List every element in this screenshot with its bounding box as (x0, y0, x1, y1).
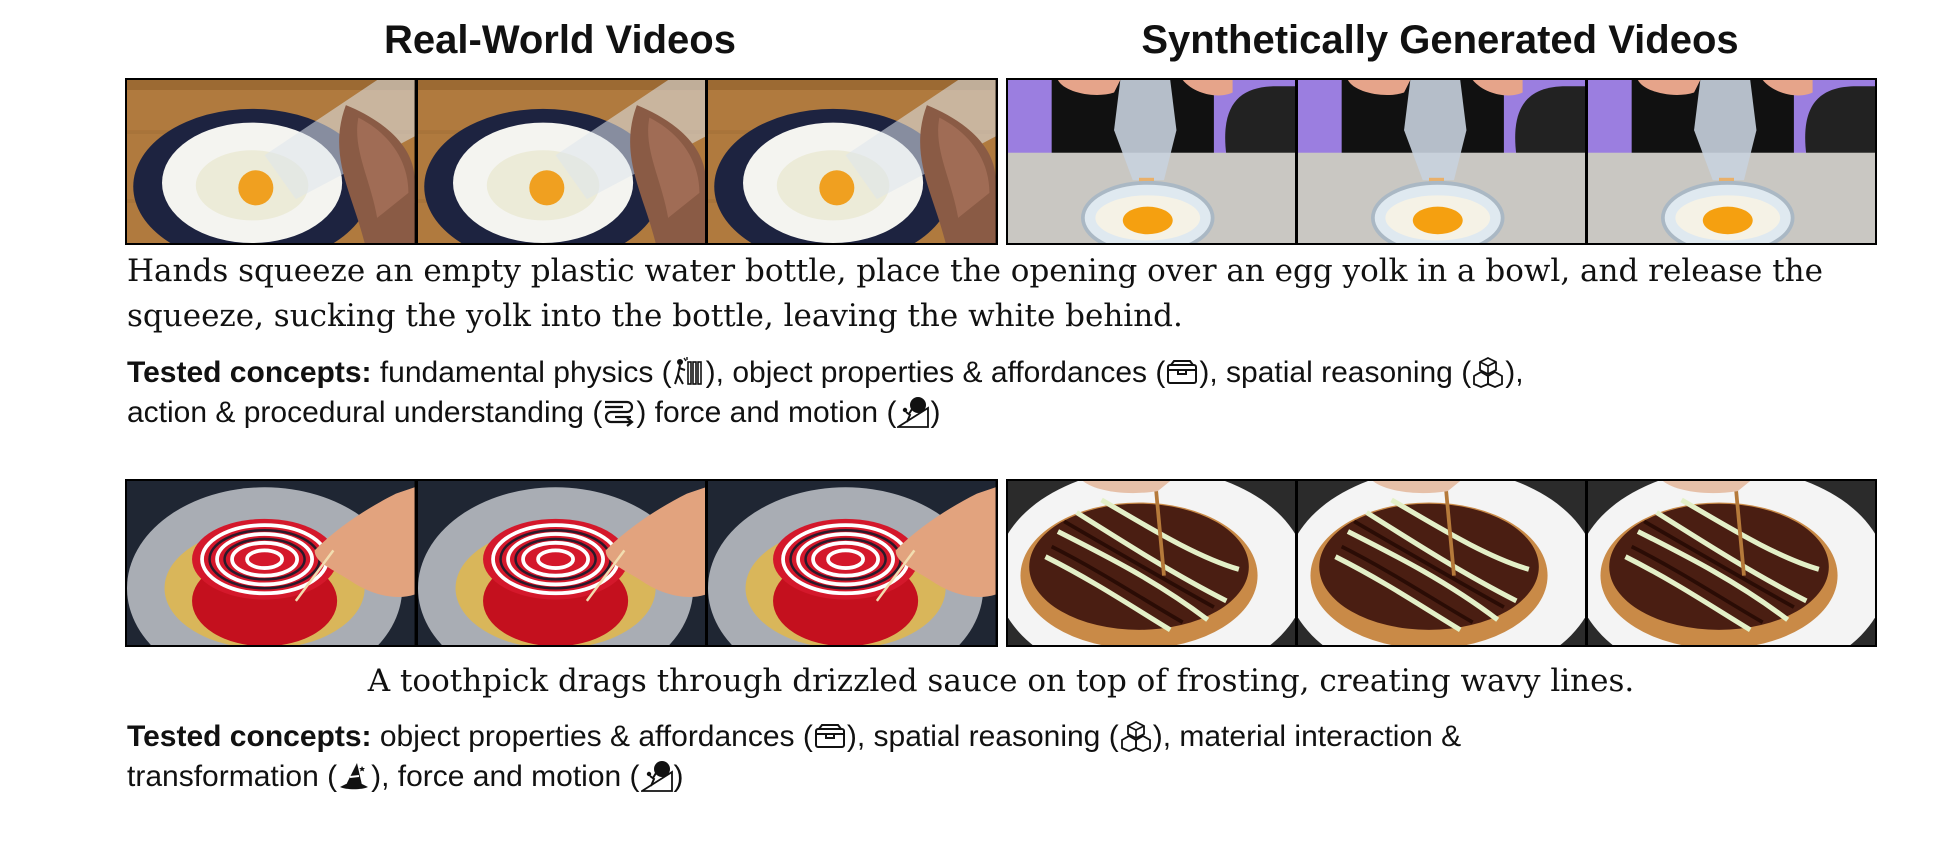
physics-icon (673, 356, 705, 388)
synthetic-egg-frame-2 (1295, 80, 1585, 243)
concept-text: force and motion (654, 396, 879, 429)
synthetic-egg-frame-3 (1585, 80, 1875, 243)
example1-caption: Hands squeeze an empty plastic water bottle, place the opening over an egg yolk in a bowl, and release the squeeze, sucking the yolk into the bottle, leaving the white behind. (127, 253, 1823, 334)
synthetic-egg-frame-1 (1008, 80, 1295, 243)
cubes-icon (1472, 356, 1504, 388)
real-cake-frame-3 (705, 481, 996, 645)
real-egg-frame-3 (705, 80, 996, 243)
example2-synthetic-video-strip (1006, 479, 1877, 647)
concept-text: spatial reasoning (1226, 356, 1453, 389)
concept-text: fundamental physics (379, 356, 654, 389)
example1-synthetic-video-strip (1006, 78, 1877, 245)
procedure-icon (603, 396, 635, 428)
example1-tested-concepts: Tested concepts: fundamental physics ( ), object properties & affordances ( ), spatial reasoning ( ), action & procedural understanding ( ) force and motion ( ) (127, 356, 1524, 429)
real-world-videos-header: Real-World Videos (384, 18, 736, 62)
tested-concepts-label: Tested concepts: (127, 720, 372, 753)
wizard-hat-icon (338, 760, 370, 792)
synthetic-tart-frame-1 (1008, 481, 1295, 645)
concept-text: transformation (127, 760, 319, 793)
concept-text: spatial reasoning (873, 720, 1101, 753)
real-egg-frame-1 (127, 80, 415, 243)
example2-tested-concepts: Tested concepts: object properties & affordances ( ), spatial reasoning ( ), material interaction & transformation ( ), force and motion ( ) (127, 720, 1462, 793)
real-cake-frame-2 (415, 481, 706, 645)
real-cake-frame-1 (127, 481, 415, 645)
cubes-icon (1120, 720, 1152, 752)
concept-text: force and motion (397, 760, 622, 793)
example2-real-video-strip (125, 479, 998, 647)
synthetic-tart-frame-3 (1585, 481, 1875, 645)
example1-real-video-strip (125, 78, 998, 245)
concept-text: object properties & affordances (379, 720, 795, 753)
example2-caption: A toothpick drags through drizzled sauce on top of frosting, creating wavy lines. (367, 663, 1635, 699)
concept-text: material interaction & (1179, 720, 1462, 753)
concept-text: action & procedural understanding (127, 396, 584, 429)
real-egg-frame-2 (415, 80, 706, 243)
concept-text: object properties & affordances (732, 356, 1148, 389)
push-boulder-icon (897, 396, 929, 428)
box-icon (814, 720, 846, 752)
push-boulder-icon (641, 760, 673, 792)
tested-concepts-label: Tested concepts: (127, 356, 372, 389)
synthetic-tart-frame-2 (1295, 481, 1585, 645)
synthetic-videos-header: Synthetically Generated Videos (1141, 18, 1739, 62)
box-icon (1166, 356, 1198, 388)
